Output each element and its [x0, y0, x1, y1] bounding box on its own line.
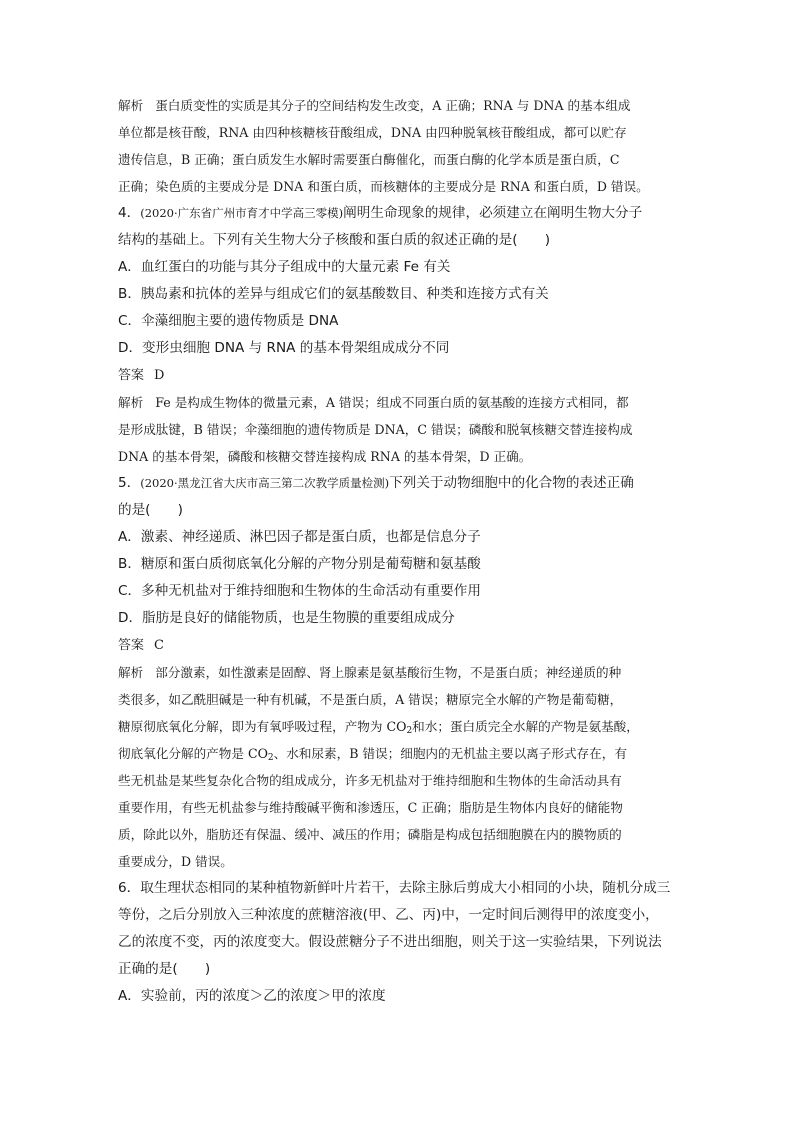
question-stem: 结构的基础上。下列有关生物大分子核酸和蛋白质的叙述正确的是( )	[118, 232, 551, 248]
analysis-label: 解析	[118, 665, 144, 680]
answer-label: 答案	[118, 368, 145, 383]
question-source: (2020·黑龙江省大庆市高三第二次教学质量检测)	[140, 476, 390, 490]
question-stem: 6．取生理状态相同的某种植物新鲜叶片若干，去除主脉后剪成大小相同的小块，随机分成三	[118, 880, 671, 896]
option-d: D．变形虫细胞 DNA 与 RNA 的基本骨架组成成分不同	[118, 340, 450, 356]
question-stem: 等份，之后分别放入三种浓度的蔗糖溶液(甲、乙、丙)中，一定时间后测得甲的浓度变小，	[118, 907, 659, 923]
option-a: A．激素、神经递质、淋巴因子都是蛋白质，也都是信息分子	[118, 529, 481, 545]
question-number: 5．	[118, 475, 141, 491]
document-column	[118, 92, 680, 1010]
analysis-line: 些无机盐是某些复杂化合物的组成成分，许多无机盐对于维持细胞和生物体的生命活动具有	[118, 773, 622, 788]
option-a: A．血红蛋白的功能与其分子组成中的大量元素 Fe 有关	[118, 259, 451, 275]
analysis-line: 解析 蛋白质变性的实质是其分子的空间结构发生改变，A 正确；RNA 与 DNA 的基本组成	[118, 98, 631, 113]
analysis-line: 重要作用，有些无机盐参与维持酸碱平衡和渗透压，C 正确；脂肪是生物体内良好的储能物	[118, 800, 623, 815]
answer-label: 答案	[118, 638, 145, 653]
analysis-line: 遗传信息，B 正确；蛋白质发生水解时需要蛋白酶催化，而蛋白酶的化学本质是蛋白质，C	[118, 152, 620, 167]
answer-value: C	[154, 638, 164, 653]
analysis-line: 糖原彻底氧化分解，即为有氧呼吸过程，产物为 $CO_2$和水；蛋白质完全水解的产物是氨基酸，	[118, 719, 639, 736]
option-b: B．糖原和蛋白质彻底氧化分解的产物分别是葡萄糖和氨基酸	[118, 556, 481, 572]
question-stem: 5．(2020·黑龙江省大庆市高三第二次教学质量检测)下列关于动物细胞中的化合物的表述正确	[118, 475, 634, 491]
answer-line	[118, 632, 680, 659]
option-d: D．脂肪是良好的储能物质，也是生物膜的重要组成成分	[118, 610, 455, 626]
analysis-line: 质，除此以外，脂肪还有保温、缓冲、减压的作用；磷脂是构成包括细胞膜在内的膜物质的	[118, 827, 622, 842]
analysis-line: 单位都是核苷酸，RNA 由四种核糖核苷酸组成，DNA 由四种脱氧核苷酸组成，都可以贮存	[118, 125, 627, 140]
question-source: (2020·广东省广州市育才中学高三零模)	[140, 206, 344, 220]
question-stem: 乙的浓度不变，丙的浓度变大。假设蔗糖分子不进出细胞，则关于这一实验结果，下列说法	[118, 934, 662, 950]
question-stem: 正确的是( )	[118, 961, 211, 977]
question-number: 4．	[118, 205, 141, 221]
option-c: C．伞藻细胞主要的遗传物质是 DNA	[118, 313, 339, 329]
analysis-line: 解析 部分激素，如性激素是固醇、肾上腺素是氨基酸衍生物，不是蛋白质；神经递质的种	[118, 665, 622, 680]
option-b: B．胰岛素和抗体的差异与组成它们的氨基酸数目、种类和连接方式有关	[118, 286, 549, 302]
question-stem: 的是( )	[118, 502, 183, 518]
analysis-line: 类很多，如乙酰胆碱是一种有机碱，不是蛋白质，A 错误；糖原完全水解的产物是葡萄糖，	[118, 692, 623, 707]
analysis-line: DNA 的基本骨架，磷酸和核糖交替连接构成 RNA 的基本骨架，D 正确。	[118, 449, 532, 464]
analysis-line: 正确；染色质的主要成分是 DNA 和蛋白质，而核糖体的主要成分是 RNA 和蛋白质，D 错误。	[118, 179, 649, 194]
analysis-label: 解析	[118, 395, 144, 410]
analysis-line: 重要成分，D 错误。	[118, 854, 233, 869]
option-a: A．实验前，丙的浓度＞乙的浓度＞甲的浓度	[118, 988, 386, 1004]
question-stem: 4．(2020·广东省广州市育才中学高三零模)阐明生命现象的规律，必须建立在阐明生物大分子	[118, 205, 643, 221]
answer-value: D	[154, 368, 165, 383]
analysis-line: 解析 Fe 是构成生物体的微量元素，A 错误；组成不同蛋白质的氨基酸的连接方式相同，都	[118, 395, 629, 410]
answer-line	[118, 362, 680, 389]
analysis-line: 是形成肽键，B 错误；伞藻细胞的遗传物质是 DNA，C 错误；磷酸和脱氧核糖交替连接构成	[118, 422, 633, 437]
analysis-line: 彻底氧化分解的产物是 $CO_2$、水和尿素，B 错误；细胞内的无机盐主要以离子形式存在，有	[118, 746, 627, 763]
option-c: C．多种无机盐对于维持细胞和生物体的生命活动有重要作用	[118, 583, 481, 599]
analysis-label: 解析	[118, 98, 144, 113]
